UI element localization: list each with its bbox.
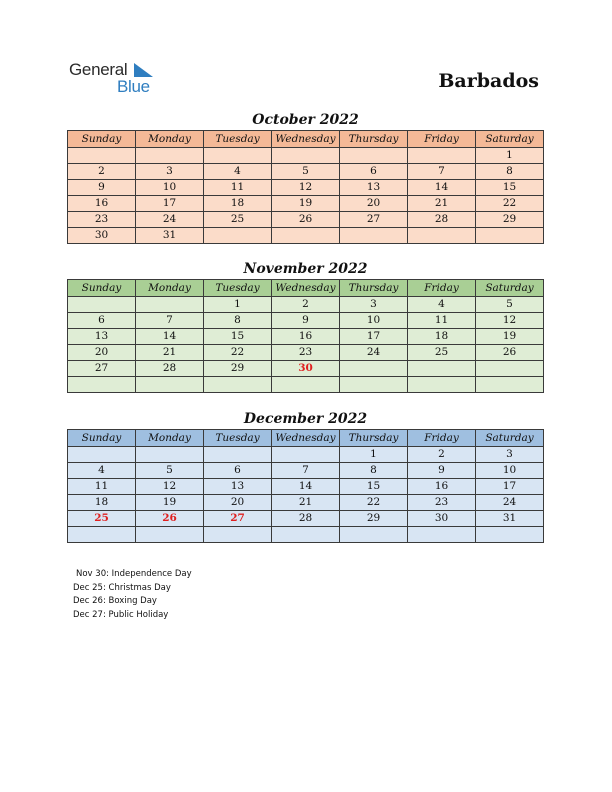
week-row bbox=[68, 228, 544, 244]
day-cell: 30 bbox=[68, 228, 136, 244]
day-cell: 25 bbox=[204, 212, 272, 228]
day-cell: 20 bbox=[68, 345, 136, 361]
day-cell: 18 bbox=[68, 495, 136, 511]
empty-day-cell bbox=[476, 527, 544, 543]
day-cell: 17 bbox=[136, 196, 204, 212]
day-cell: 1 bbox=[340, 447, 408, 463]
day-cell: 13 bbox=[68, 329, 136, 345]
weekday-header: Sunday bbox=[68, 131, 136, 148]
weekday-header: Thursday bbox=[340, 280, 408, 297]
week-row bbox=[68, 164, 544, 180]
day-cell: 4 bbox=[68, 463, 136, 479]
holiday-day-cell: 26 bbox=[136, 511, 204, 527]
weekday-header-row bbox=[68, 280, 544, 297]
day-cell: 9 bbox=[408, 463, 476, 479]
empty-day-cell bbox=[272, 377, 340, 393]
empty-day-cell bbox=[136, 297, 204, 313]
day-cell: 8 bbox=[204, 313, 272, 329]
empty-day-cell bbox=[136, 447, 204, 463]
day-cell: 23 bbox=[272, 345, 340, 361]
empty-day-cell bbox=[408, 148, 476, 164]
day-cell: 29 bbox=[340, 511, 408, 527]
day-cell: 19 bbox=[136, 495, 204, 511]
empty-day-cell bbox=[204, 148, 272, 164]
day-cell: 5 bbox=[476, 297, 544, 313]
day-cell: 24 bbox=[340, 345, 408, 361]
day-cell: 10 bbox=[136, 180, 204, 196]
holiday-note: Dec 27: Public Holiday bbox=[73, 609, 169, 620]
day-cell: 28 bbox=[408, 212, 476, 228]
week-row bbox=[68, 329, 544, 345]
week-row bbox=[68, 148, 544, 164]
day-cell: 7 bbox=[408, 164, 476, 180]
weekday-header: Wednesday bbox=[272, 131, 340, 148]
day-cell: 26 bbox=[476, 345, 544, 361]
empty-day-cell bbox=[408, 527, 476, 543]
empty-day-cell bbox=[68, 447, 136, 463]
week-row bbox=[68, 479, 544, 495]
day-cell: 24 bbox=[136, 212, 204, 228]
week-row bbox=[68, 345, 544, 361]
week-row bbox=[68, 313, 544, 329]
day-cell: 20 bbox=[340, 196, 408, 212]
day-cell: 3 bbox=[476, 447, 544, 463]
day-cell: 19 bbox=[272, 196, 340, 212]
day-cell: 6 bbox=[68, 313, 136, 329]
day-cell: 10 bbox=[476, 463, 544, 479]
day-cell: 22 bbox=[476, 196, 544, 212]
week-row bbox=[68, 361, 544, 377]
week-row bbox=[68, 495, 544, 511]
week-row bbox=[68, 377, 544, 393]
week-row bbox=[68, 447, 544, 463]
week-row bbox=[68, 212, 544, 228]
day-cell: 22 bbox=[340, 495, 408, 511]
day-cell: 17 bbox=[476, 479, 544, 495]
day-cell: 28 bbox=[272, 511, 340, 527]
day-cell: 2 bbox=[68, 164, 136, 180]
day-cell: 31 bbox=[476, 511, 544, 527]
empty-day-cell bbox=[408, 228, 476, 244]
day-cell: 13 bbox=[340, 180, 408, 196]
day-cell: 27 bbox=[68, 361, 136, 377]
week-row bbox=[68, 527, 544, 543]
weekday-header: Sunday bbox=[68, 280, 136, 297]
weekday-header: Monday bbox=[136, 280, 204, 297]
day-cell: 10 bbox=[340, 313, 408, 329]
day-cell: 2 bbox=[408, 447, 476, 463]
week-row bbox=[68, 297, 544, 313]
day-cell: 8 bbox=[476, 164, 544, 180]
weekday-header: Thursday bbox=[340, 131, 408, 148]
empty-day-cell bbox=[476, 361, 544, 377]
empty-day-cell bbox=[476, 228, 544, 244]
weekday-header: Thursday bbox=[340, 430, 408, 447]
day-cell: 30 bbox=[408, 511, 476, 527]
empty-day-cell bbox=[340, 228, 408, 244]
day-cell: 29 bbox=[476, 212, 544, 228]
weekday-header: Tuesday bbox=[204, 430, 272, 447]
day-cell: 6 bbox=[340, 164, 408, 180]
day-cell: 11 bbox=[68, 479, 136, 495]
weekday-header: Saturday bbox=[476, 430, 544, 447]
holiday-note: Dec 25: Christmas Day bbox=[73, 582, 171, 593]
day-cell: 7 bbox=[136, 313, 204, 329]
weekday-header: Saturday bbox=[476, 131, 544, 148]
day-cell: 16 bbox=[68, 196, 136, 212]
empty-day-cell bbox=[408, 377, 476, 393]
month-grid bbox=[67, 130, 544, 244]
empty-day-cell bbox=[204, 527, 272, 543]
day-cell: 1 bbox=[204, 297, 272, 313]
day-cell: 4 bbox=[408, 297, 476, 313]
calendar-october bbox=[67, 110, 544, 244]
day-cell: 6 bbox=[204, 463, 272, 479]
empty-day-cell bbox=[68, 377, 136, 393]
empty-day-cell bbox=[340, 148, 408, 164]
day-cell: 15 bbox=[476, 180, 544, 196]
week-row bbox=[68, 463, 544, 479]
country-title: Barbados bbox=[438, 70, 539, 92]
calendar-december bbox=[67, 409, 544, 543]
month-title: November 2022 bbox=[243, 261, 368, 277]
empty-day-cell bbox=[408, 361, 476, 377]
day-cell: 29 bbox=[204, 361, 272, 377]
day-cell: 5 bbox=[272, 164, 340, 180]
empty-day-cell bbox=[340, 527, 408, 543]
day-cell: 4 bbox=[204, 164, 272, 180]
day-cell: 3 bbox=[136, 164, 204, 180]
day-cell: 15 bbox=[340, 479, 408, 495]
day-cell: 3 bbox=[340, 297, 408, 313]
day-cell: 17 bbox=[340, 329, 408, 345]
weekday-header: Saturday bbox=[476, 280, 544, 297]
empty-day-cell bbox=[340, 377, 408, 393]
holiday-notes bbox=[73, 568, 192, 622]
empty-day-cell bbox=[204, 447, 272, 463]
empty-day-cell bbox=[272, 527, 340, 543]
day-cell: 26 bbox=[272, 212, 340, 228]
day-cell: 11 bbox=[204, 180, 272, 196]
day-cell: 31 bbox=[136, 228, 204, 244]
day-cell: 23 bbox=[68, 212, 136, 228]
brand-word-general: General bbox=[69, 60, 128, 79]
day-cell: 13 bbox=[204, 479, 272, 495]
triangle-flag-icon bbox=[134, 63, 154, 78]
weekday-header: Friday bbox=[408, 131, 476, 148]
day-cell: 11 bbox=[408, 313, 476, 329]
weekday-header: Tuesday bbox=[204, 280, 272, 297]
weekday-header: Friday bbox=[408, 430, 476, 447]
day-cell: 28 bbox=[136, 361, 204, 377]
empty-day-cell bbox=[68, 527, 136, 543]
day-cell: 20 bbox=[204, 495, 272, 511]
weekday-header: Tuesday bbox=[204, 131, 272, 148]
day-cell: 1 bbox=[476, 148, 544, 164]
week-row bbox=[68, 196, 544, 212]
day-cell: 18 bbox=[408, 329, 476, 345]
day-cell: 5 bbox=[136, 463, 204, 479]
day-cell: 7 bbox=[272, 463, 340, 479]
empty-day-cell bbox=[68, 148, 136, 164]
day-cell: 12 bbox=[136, 479, 204, 495]
weekday-header: Wednesday bbox=[272, 430, 340, 447]
weekday-header: Sunday bbox=[68, 430, 136, 447]
day-cell: 21 bbox=[136, 345, 204, 361]
day-cell: 21 bbox=[408, 196, 476, 212]
holiday-note: Dec 26: Boxing Day bbox=[73, 596, 157, 607]
holiday-day-cell: 30 bbox=[272, 361, 340, 377]
week-row bbox=[68, 511, 544, 527]
week-row bbox=[68, 180, 544, 196]
month-title: December 2022 bbox=[243, 411, 368, 427]
empty-day-cell bbox=[68, 297, 136, 313]
brand-logo bbox=[68, 60, 168, 100]
weekday-header-row bbox=[68, 131, 544, 148]
weekday-header: Friday bbox=[408, 280, 476, 297]
day-cell: 18 bbox=[204, 196, 272, 212]
brand-word-blue: Blue bbox=[117, 77, 150, 96]
empty-day-cell bbox=[272, 447, 340, 463]
weekday-header: Wednesday bbox=[272, 280, 340, 297]
month-title: October 2022 bbox=[252, 112, 359, 128]
day-cell: 16 bbox=[408, 479, 476, 495]
holiday-note: Nov 30: Independence Day bbox=[76, 569, 192, 579]
day-cell: 9 bbox=[68, 180, 136, 196]
weekday-header: Monday bbox=[136, 430, 204, 447]
month-grid bbox=[67, 429, 544, 543]
weekday-header: Monday bbox=[136, 131, 204, 148]
day-cell: 9 bbox=[272, 313, 340, 329]
empty-day-cell bbox=[272, 228, 340, 244]
day-cell: 16 bbox=[272, 329, 340, 345]
empty-day-cell bbox=[204, 377, 272, 393]
day-cell: 23 bbox=[408, 495, 476, 511]
calendar-november bbox=[67, 259, 544, 393]
day-cell: 27 bbox=[340, 212, 408, 228]
month-grid bbox=[67, 279, 544, 393]
day-cell: 14 bbox=[272, 479, 340, 495]
empty-day-cell bbox=[204, 228, 272, 244]
day-cell: 15 bbox=[204, 329, 272, 345]
empty-day-cell bbox=[136, 527, 204, 543]
empty-day-cell bbox=[272, 148, 340, 164]
empty-day-cell bbox=[476, 377, 544, 393]
weekday-header-row bbox=[68, 430, 544, 447]
day-cell: 22 bbox=[204, 345, 272, 361]
empty-day-cell bbox=[136, 377, 204, 393]
holiday-day-cell: 27 bbox=[204, 511, 272, 527]
day-cell: 12 bbox=[272, 180, 340, 196]
empty-day-cell bbox=[340, 361, 408, 377]
day-cell: 2 bbox=[272, 297, 340, 313]
empty-day-cell bbox=[136, 148, 204, 164]
day-cell: 8 bbox=[340, 463, 408, 479]
day-cell: 12 bbox=[476, 313, 544, 329]
holiday-day-cell: 25 bbox=[68, 511, 136, 527]
day-cell: 25 bbox=[408, 345, 476, 361]
day-cell: 14 bbox=[136, 329, 204, 345]
day-cell: 24 bbox=[476, 495, 544, 511]
day-cell: 19 bbox=[476, 329, 544, 345]
day-cell: 14 bbox=[408, 180, 476, 196]
day-cell: 21 bbox=[272, 495, 340, 511]
